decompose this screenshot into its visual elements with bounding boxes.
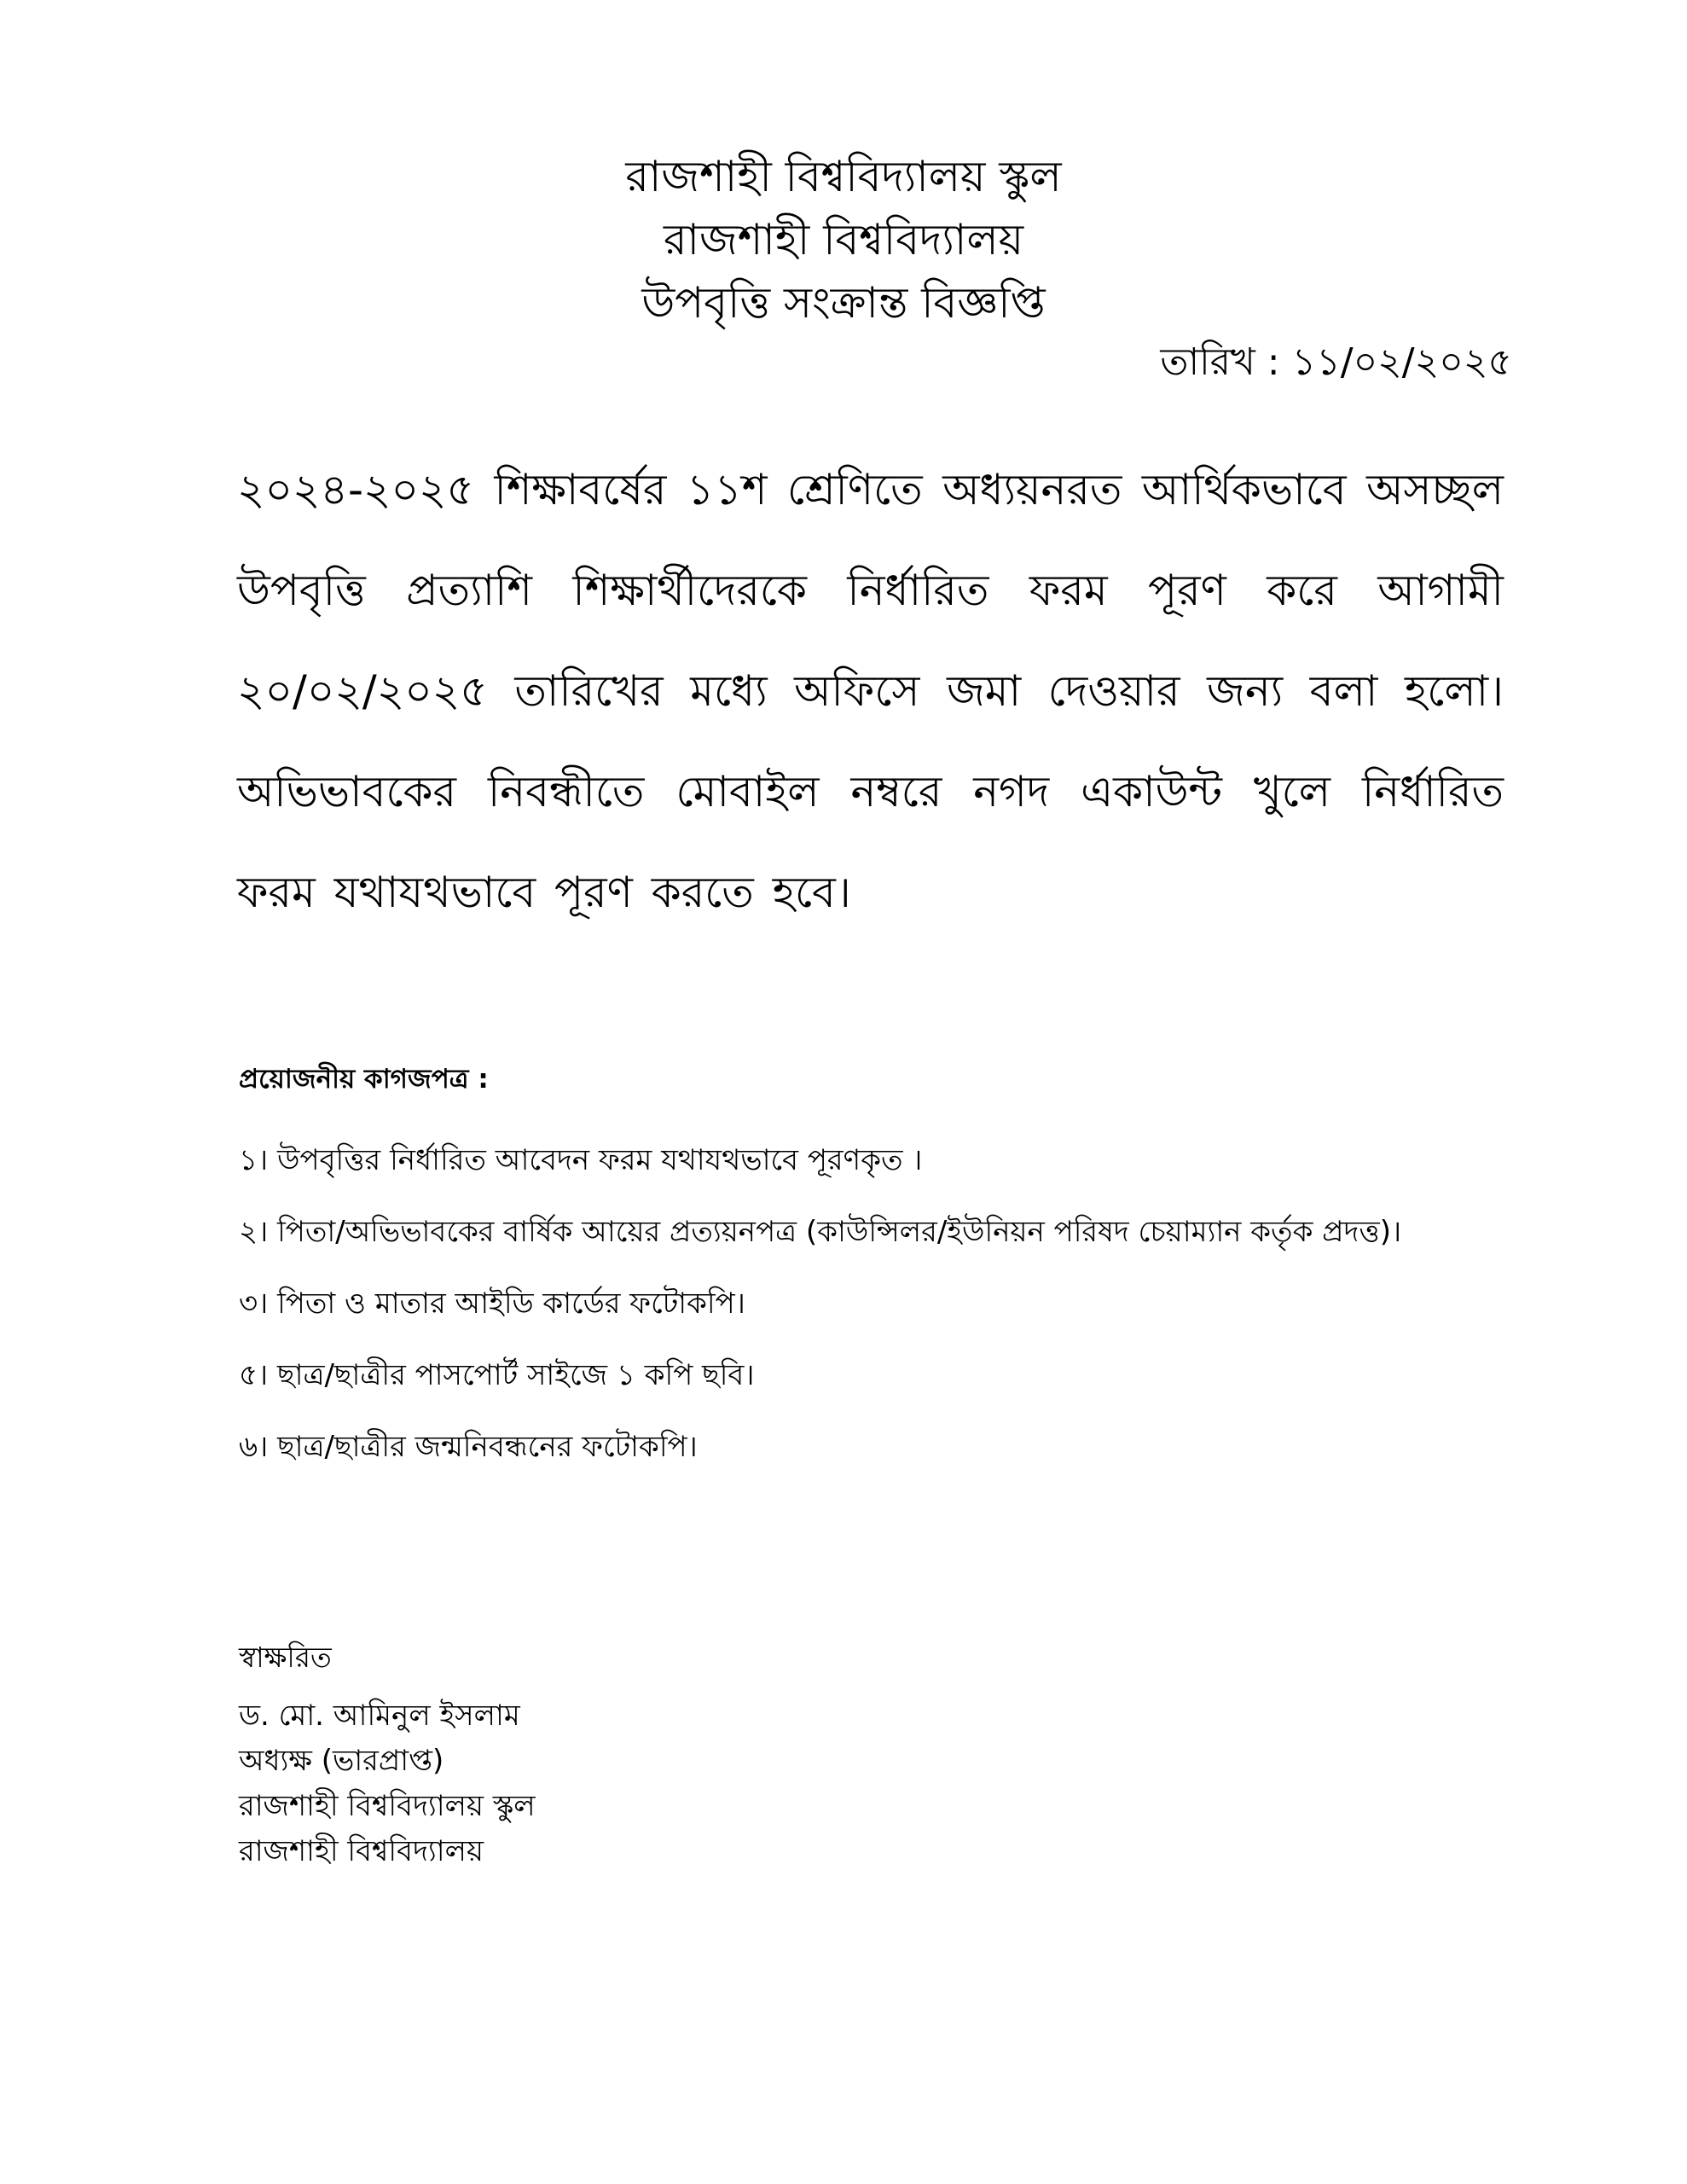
signatory-name: ড. মো. আমিনুল ইসলাম <box>239 1699 520 1733</box>
signature-block <box>239 1693 536 1874</box>
notice-header <box>0 145 1687 334</box>
notice-title: উপবৃত্তি সংক্রান্ত বিজ্ঞপ্তি <box>641 278 1046 328</box>
university-name: রাজশাহী বিশ্ববিদ্যালয় <box>663 215 1024 264</box>
notice-body-paragraph: ২০২৪-২০২৫ শিক্ষাবর্ষের ১১শ শ্রেণিতে অধ্যয়নরত আর্থিকভাবে অসচ্ছল উপবৃত্তি প্রত্যাশি শিক্ষার্থীদেরকে নির্ধারিত ফরম পূরণ করে আগামী ২০/০২/২০২৫ তারিখের মধ্যে অফিসে জমা দেওয়ার জন্য বলা হলো। অভিভাবকের নিবন্ধীতে মোবাইল নম্বরে নগদ একাউন্ট খুলে নির্ধারিত ফরম যথাযথভাবে পূরণ করতে হবে। <box>237 465 1504 917</box>
signatory-university: রাজশাহী বিশ্ববিদ্যালয় <box>239 1834 484 1868</box>
required-documents-list <box>239 1124 1603 1483</box>
list-item: ১। উপবৃত্তির নির্ধারিত আবেদন ফরম যথাযথভাবে পূরণকৃত । <box>239 1143 923 1177</box>
signatory-institution: রাজশাহী বিশ্ববিদ্যালয় স্কুল <box>239 1789 536 1823</box>
required-documents-heading: প্রয়োজনীয় কাগজপত্র : <box>239 1064 489 1095</box>
date-value: ১১/০২/২০২৫ <box>1291 340 1512 384</box>
list-item: ৫। ছাত্র/ছাত্রীর পাসপোর্ট সাইজে ১ কপি ছবি। <box>239 1358 755 1392</box>
institution-name: রাজশাহী বিশ্ববিদ্যালয় স্কুল <box>625 152 1062 201</box>
list-item: ২। পিতা/অভিভাবকের বার্ষিক আয়ের প্রত্যয়নপত্র (কাউন্সিলর/ইউনিয়ন পরিষদ চেয়াম্যান কর্তৃক প্রদত্ত)। <box>239 1215 1402 1249</box>
list-item: ৩। পিতা ও মাতার আইডি কার্ডের ফটোকপি। <box>239 1287 745 1321</box>
required-documents-section <box>239 1058 1603 1483</box>
signatory-designation: অধ্যক্ষ (ভারপ্রাপ্ত) <box>239 1744 444 1778</box>
notice-date <box>1160 337 1512 388</box>
signed-label: স্বাক্ষরিত <box>239 1641 332 1674</box>
date-label: তারিখ : <box>1160 340 1280 384</box>
list-item: ৬। ছাত্র/ছাত্রীর জন্মনিবন্ধনের ফটোকপি। <box>239 1430 698 1464</box>
